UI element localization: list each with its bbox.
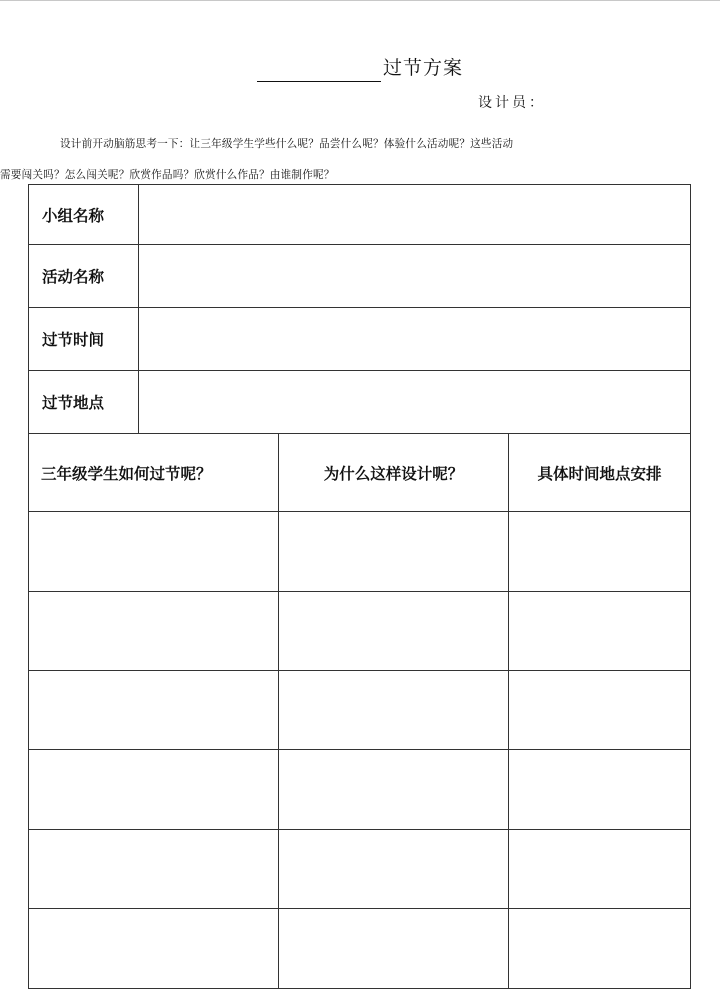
header-how-to-celebrate: 三年级学生如何过节呢？	[29, 434, 279, 512]
plan-row	[29, 512, 691, 592]
plan-row	[29, 750, 691, 830]
plan-table	[28, 184, 691, 989]
plan-row	[29, 909, 691, 989]
plan-cell-schedule[interactable]	[509, 909, 691, 989]
info-label: 过节地点	[29, 371, 139, 434]
info-row	[29, 308, 691, 371]
title-blank-line[interactable]	[257, 61, 381, 82]
plan-cell-why[interactable]	[279, 909, 509, 989]
plan-cell-how[interactable]	[29, 909, 279, 989]
plan-cell-why[interactable]	[279, 750, 509, 830]
plan-header-row	[29, 434, 691, 512]
page-top-border	[0, 0, 720, 1]
plan-cell-schedule[interactable]	[509, 512, 691, 592]
intro-paragraph	[0, 129, 692, 191]
plan-cell-why[interactable]	[279, 512, 509, 592]
header-why-design: 为什么这样设计呢？	[279, 434, 509, 512]
activity-name-field[interactable]	[139, 245, 691, 308]
info-label: 活动名称	[29, 245, 139, 308]
plan-cell-how[interactable]	[29, 592, 279, 671]
plan-row	[29, 592, 691, 671]
plan-cell-why[interactable]	[279, 671, 509, 750]
info-row	[29, 245, 691, 308]
plan-cell-how[interactable]	[29, 512, 279, 592]
intro-line-1: 设计前开动脑筋思考一下：让三年级学生学些什么呢？品尝什么呢？体验什么活动呢？这些活动	[60, 138, 514, 150]
info-row	[29, 371, 691, 434]
plan-row	[29, 830, 691, 909]
plan-cell-schedule[interactable]	[509, 592, 691, 671]
plan-cell-schedule[interactable]	[509, 671, 691, 750]
plan-cell-schedule[interactable]	[509, 750, 691, 830]
group-name-field[interactable]	[139, 185, 691, 245]
plan-row	[29, 671, 691, 750]
designer-label: 设计员：	[478, 95, 546, 111]
intro-line-2: 需要闯关吗？怎么闯关呢？欣赏作品吗？欣赏什么作品？由谁制作呢？	[0, 169, 335, 181]
festival-place-field[interactable]	[139, 371, 691, 434]
info-label: 过节时间	[29, 308, 139, 371]
info-label: 小组名称	[29, 185, 139, 245]
festival-time-field[interactable]	[139, 308, 691, 371]
page-title	[0, 54, 720, 82]
plan-cell-why[interactable]	[279, 592, 509, 671]
info-row	[29, 185, 691, 245]
title-text: 过节方案	[382, 57, 463, 79]
plan-cell-how[interactable]	[29, 671, 279, 750]
plan-cell-why[interactable]	[279, 830, 509, 909]
plan-cell-how[interactable]	[29, 750, 279, 830]
header-time-place: 具体时间地点安排	[509, 434, 691, 512]
plan-cell-how[interactable]	[29, 830, 279, 909]
plan-cell-schedule[interactable]	[509, 830, 691, 909]
